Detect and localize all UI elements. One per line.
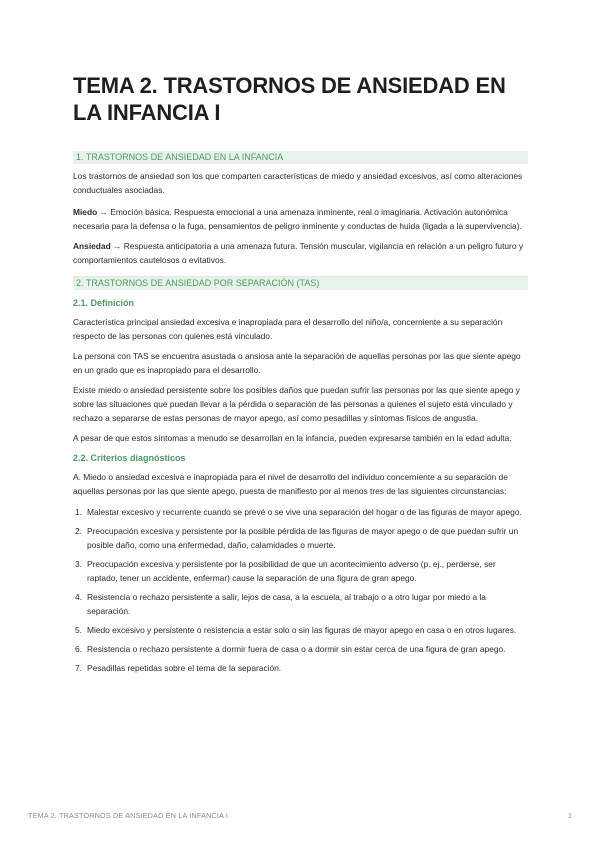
criteria-list	[73, 505, 528, 675]
list-item	[73, 590, 528, 618]
list-item-text: Miedo excesivo y persistente o resistencia a estar solo o sin las figuras de mayor apego en casa o en otros lugares.	[87, 625, 517, 635]
section1-intro: Los trastornos de ansiedad son los que comparten características de miedo y ansiedad excesivos, así como alteraciones conductuales asociadas.	[73, 171, 523, 195]
list-item-number: 3.	[75, 559, 82, 569]
list-item-text: Preocupación excesiva y persistente por la posible pérdida de las figuras de mayor apego o de que puedan sufrir un posible daño, como una enfermedad, daño, calamidades o muerte.	[87, 526, 519, 550]
document-page	[73, 72, 528, 680]
list-item-text: Resistencia o rechazo persistente a dormir fuera de casa o a dormir sin estar cerca de una figura de gran apego.	[87, 644, 506, 654]
list-item-number: 5.	[75, 625, 82, 635]
list-item	[73, 642, 528, 656]
list-item-number: 2.	[75, 526, 82, 536]
list-item-text: Malestar excesivo y recurrente cuando se prevé o se vive una separación del hogar o de las figuras de mayor apego.	[87, 507, 522, 517]
ansiedad-term: Ansiedad →	[73, 241, 122, 251]
subheading-definicion: 2.1. Definición	[73, 298, 135, 308]
definicion-paragraph-2: La persona con TAS se encuentra asustada o ansiosa ante la separación de aquellas personas por las que siente apego en un grado que es inapropiado para el desarrollo.	[73, 351, 521, 375]
page-title: TEMA 2. TRASTORNOS DE ANSIEDAD EN LA INFANCIA I	[73, 73, 506, 125]
list-item-number: 1.	[75, 507, 82, 517]
list-item-number: 6.	[75, 644, 82, 654]
list-item	[73, 623, 528, 637]
miedo-definition	[73, 205, 528, 233]
footer-title: TEMA 2. TRASTORNOS DE ANSIEDAD EN LA INFANCIA I	[28, 811, 229, 820]
ansiedad-text: Respuesta anticipatoria a una amenaza futura. Tensión muscular, vigilancia en relación a un peligro futuro y comportamientos cautelosos o evitativos.	[73, 241, 524, 265]
section-heading-1: 1. TRASTORNOS DE ANSIEDAD EN LA INFANCIA	[73, 151, 528, 164]
definicion-paragraph-1: Característica principal ansiedad excesiva e inapropiada para el desarrollo del niño/a, concerniente a su separación respecto de las personas con quienes está vinculado.	[73, 317, 503, 341]
section-heading-2: 2. TRASTORNOS DE ANSIEDAD POR SEPARACIÓN (TAS)	[73, 276, 528, 290]
list-item	[73, 505, 528, 519]
miedo-text: Emoción básica. Respuesta emocional a una amenaza inminente, real o imaginaria. Activación autonómica necesaria para la defensa o la fuga, pensamientos de peligro inminente y conductas de huida (ligada a la supervivencia).	[73, 207, 522, 231]
list-item-text: Preocupación excesiva y persistente por la posibilidad de que un acontecimiento adverso (p. ej., perderse, ser raptado, tener un accidente, enfermar) cause la separación de una figura de gran apego.	[87, 559, 496, 583]
list-item-text: Pesadillas repetidas sobre el tema de la separación.	[87, 663, 282, 673]
definicion-paragraph-4: A pesar de que estos síntomas a menudo se desarrollan en la infancia, pueden expresarse también en la edad adulta.	[73, 433, 512, 443]
list-item-number: 7.	[75, 663, 82, 673]
definicion-paragraph-3: Existe miedo o ansiedad persistente sobre los posibles daños que puedan sufrir las personas por las que siente apego y sobre las situaciones que puedan llevar a la pérdida o separación de las personas a quienes el sujeto está vinculado y rechazo a separarse de estas personas de mayor apego, así como pesadillas y síntomas físicos de angustia.	[73, 385, 520, 423]
list-item-text: Resistencia o rechazo persistente a salir, lejos de casa, a la escuela, al trabajo o a otro lugar por miedo a la separación.	[87, 592, 486, 616]
page-number: 1	[568, 811, 572, 820]
ansiedad-definition	[73, 239, 528, 267]
criteria-a: A. Miedo o ansiedad excesiva e inapropiada para el nivel de desarrollo del individuo concerniente a su separación de aquellas personas por las que siente apego, puesta de manifiesto por al menos tres de las siguientes circunstancias:	[73, 472, 508, 496]
list-item	[73, 557, 528, 585]
list-item	[73, 524, 528, 552]
miedo-term: Miedo →	[73, 207, 108, 217]
list-item-number: 4.	[75, 592, 82, 602]
list-item	[73, 661, 528, 675]
subheading-criterios: 2.2. Criterios diagnósticos	[73, 453, 186, 463]
